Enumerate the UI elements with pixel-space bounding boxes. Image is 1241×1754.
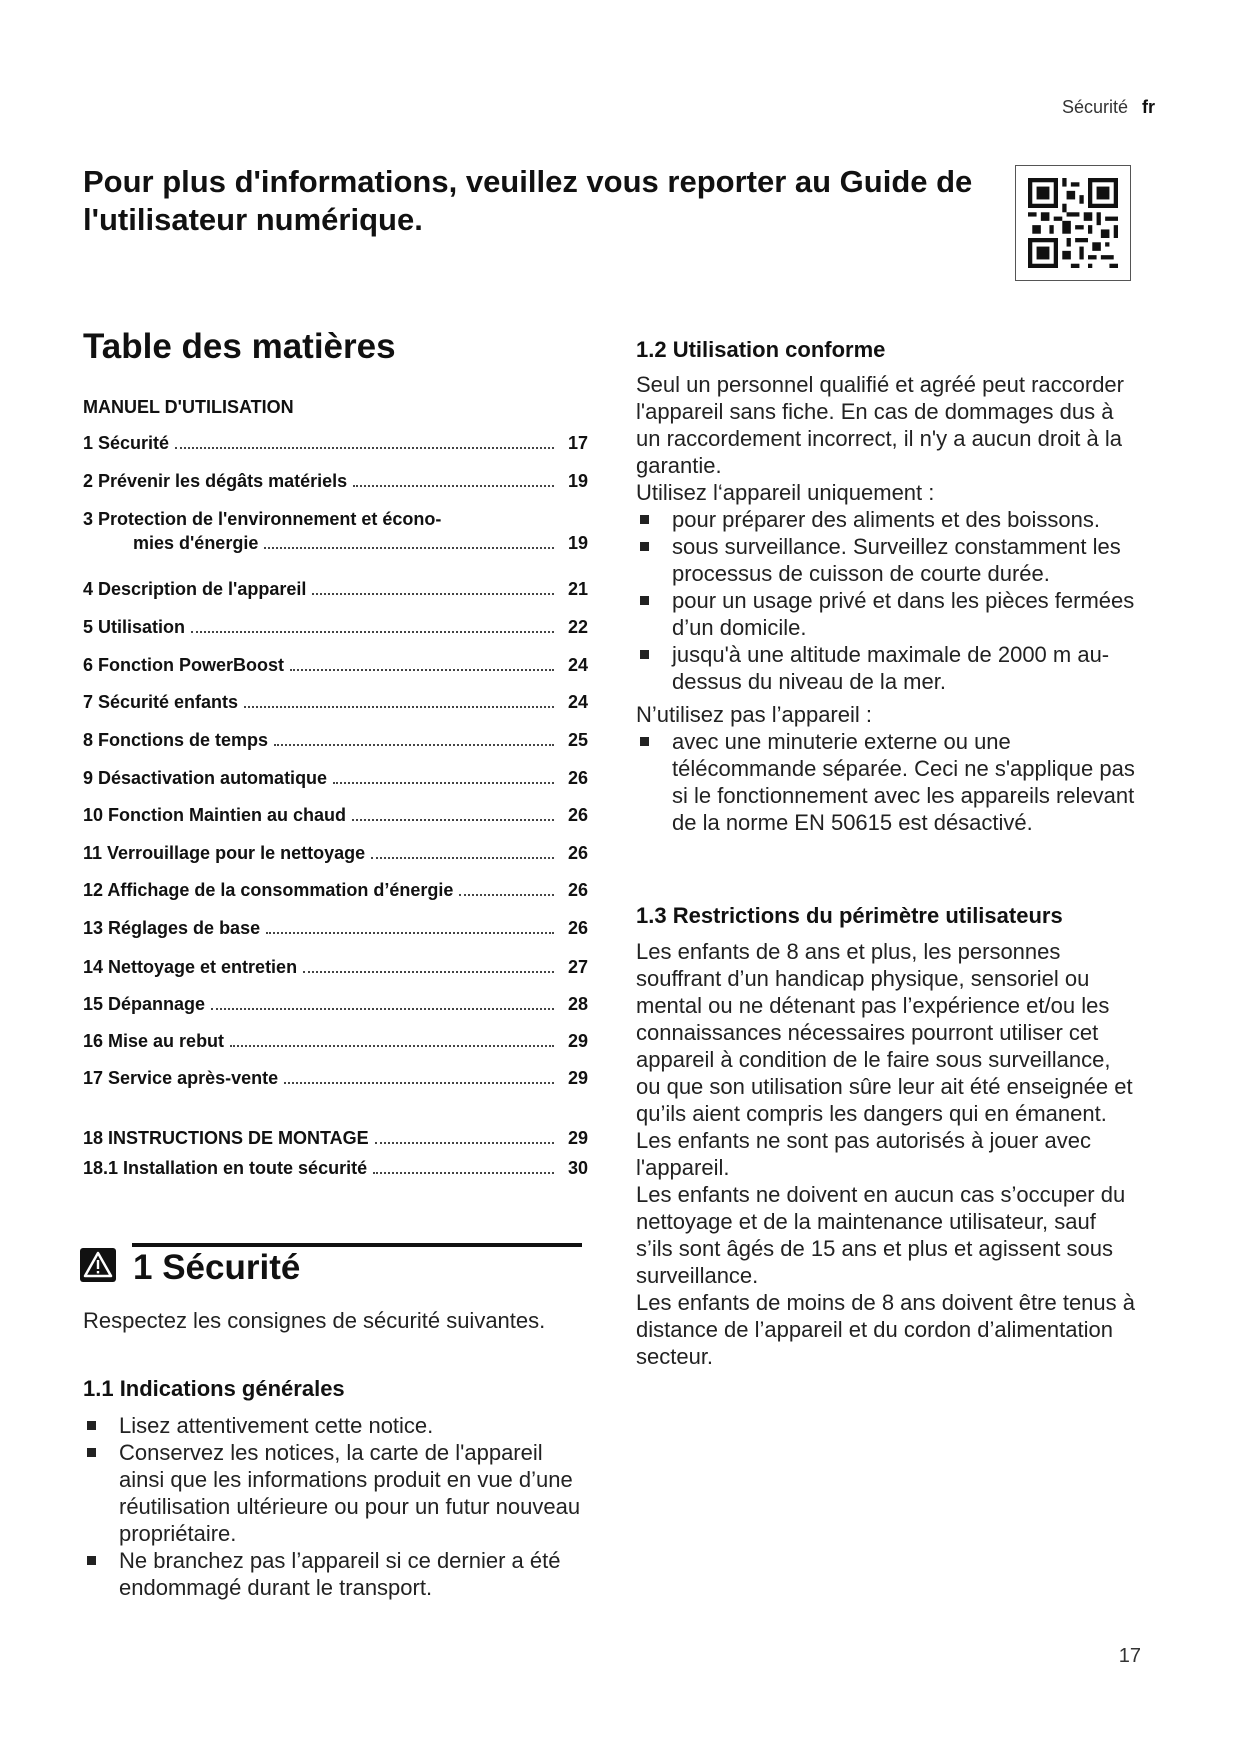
toc-entry-label: 5 Utilisation bbox=[83, 617, 186, 637]
toc-entry-page: 22 bbox=[567, 617, 588, 637]
toc-entry-label: 10 Fonction Maintien au chaud bbox=[83, 805, 347, 825]
list-item: Lisez attentivement cette notice. bbox=[83, 1412, 593, 1439]
paragraph: Les enfants ne doivent en aucun cas s’occuper du nettoyage et de la maintenance utilisateur, sauf s’ils sont âgés de 15 ans et plus et agissent sous surveillance. bbox=[636, 1182, 1126, 1288]
intro-text: Pour plus d'informations, veuillez vous reporter au Guide de l'utilisateur numérique. bbox=[83, 164, 973, 237]
toc-dot-leader bbox=[175, 433, 554, 449]
toc-entry[interactable] bbox=[83, 655, 588, 679]
toc-entry[interactable] bbox=[83, 768, 588, 792]
toc-entry-label: 11 Verrouillage pour le nettoyage bbox=[83, 843, 366, 863]
toc-entry-page: 26 bbox=[567, 843, 588, 863]
toc-entry-page: 26 bbox=[567, 768, 588, 788]
toc-entry-page: 27 bbox=[567, 957, 588, 977]
toc-entry-page: 24 bbox=[567, 655, 588, 675]
toc-entry-label: 17 Service après-vente bbox=[83, 1068, 279, 1088]
section-rule bbox=[132, 1243, 582, 1247]
paragraph: Seul un personnel qualifié et agréé peut raccorder l'appareil sans fiche. En cas de dommages dus à un raccordement incorrect, il n'y a aucun droit à la garantie. bbox=[636, 372, 1124, 478]
toc-dot-leader bbox=[352, 805, 554, 821]
toc-entry[interactable] bbox=[83, 471, 588, 495]
toc-entry-label: 13 Réglages de base bbox=[83, 918, 261, 938]
toc-entry-label: 14 Nettoyage et entretien bbox=[83, 957, 298, 977]
toc-entry[interactable] bbox=[83, 1128, 588, 1152]
bullet-list bbox=[636, 728, 1136, 836]
toc-subtitle: MANUEL D'UTILISATION bbox=[83, 397, 294, 417]
toc-entry-label: 7 Sécurité enfants bbox=[83, 692, 239, 712]
subsection-title: 1.2 Utilisation conforme bbox=[636, 337, 886, 362]
bullet-list bbox=[636, 506, 1136, 695]
toc-entry-page: 29 bbox=[567, 1031, 588, 1051]
toc-dot-leader bbox=[264, 533, 554, 549]
toc-entry[interactable] bbox=[83, 509, 588, 557]
toc-dot-leader bbox=[371, 843, 554, 859]
toc-entry[interactable] bbox=[83, 994, 588, 1018]
toc-dot-leader bbox=[211, 994, 554, 1010]
toc-entry-label-cont: mies d'énergie bbox=[133, 533, 259, 553]
toc-entry-page: 24 bbox=[567, 692, 588, 712]
header-lang: fr bbox=[1142, 97, 1155, 117]
toc-entry-label: 18 INSTRUCTIONS DE MONTAGE bbox=[83, 1128, 369, 1148]
section-title: 1 Sécurité bbox=[133, 1248, 301, 1287]
toc-dot-leader bbox=[459, 880, 554, 896]
list-item: avec une minuterie externe ou une télécommande séparée. Ceci ne s'applique pas si le fonctionnement avec les appareils relevant de la norme EN 50615 est désactivé. bbox=[636, 728, 1136, 836]
paragraph: Les enfants de moins de 8 ans doivent être tenus à distance de l’appareil et du cordon d’alimentation secteur. bbox=[636, 1290, 1135, 1369]
list-item: pour un usage privé et dans les pièces fermées d’un domicile. bbox=[636, 587, 1136, 641]
header-section: Sécurité bbox=[1061, 97, 1128, 117]
toc-entry-label: 18.1 Installation en toute sécurité bbox=[83, 1158, 368, 1178]
toc-dot-leader bbox=[284, 1068, 554, 1084]
toc-entry[interactable] bbox=[83, 805, 588, 829]
toc-entry-label: 4 Description de l'appareil bbox=[83, 579, 307, 599]
toc-dot-leader bbox=[333, 768, 554, 784]
toc-entry-page: 29 bbox=[567, 1128, 588, 1148]
toc-entry-label: 3 Protection de l'environnement et écono- bbox=[83, 509, 442, 529]
paragraph: Les enfants ne sont pas autorisés à jouer avec l'appareil. bbox=[636, 1128, 1091, 1180]
list-item: pour préparer des aliments et des boissons. bbox=[636, 506, 1136, 533]
toc-title: Table des matières bbox=[83, 327, 396, 366]
toc-entry[interactable] bbox=[83, 957, 588, 981]
list-item: Conservez les notices, la carte de l'appareil ainsi que les informations produit en vue d’une réutilisation ultérieure ou pour un futur nouveau propriétaire. bbox=[83, 1439, 593, 1547]
toc-entry-label: 12 Affichage de la consommation d’énergie bbox=[83, 880, 454, 900]
toc-dot-leader bbox=[375, 1128, 554, 1144]
toc-entry-page: 26 bbox=[567, 918, 588, 938]
toc-entry-page: 28 bbox=[567, 994, 588, 1014]
toc-entry[interactable] bbox=[83, 918, 588, 942]
toc-entry-page: 29 bbox=[567, 1068, 588, 1088]
toc-entry[interactable] bbox=[83, 692, 588, 716]
toc-entry-page: 19 bbox=[567, 471, 588, 491]
qr-code-icon[interactable] bbox=[1015, 165, 1131, 281]
toc-entry[interactable] bbox=[83, 617, 588, 641]
s12-content bbox=[636, 371, 1136, 836]
toc-entry-label: 9 Désactivation automatique bbox=[83, 768, 328, 788]
list-item: sous surveillance. Surveillez constamment les processus de cuisson de courte durée. bbox=[636, 533, 1136, 587]
toc-entry[interactable] bbox=[83, 730, 588, 754]
toc-dot-leader bbox=[274, 730, 554, 746]
list-item: Ne branchez pas l’appareil si ce dernier a été endommagé durant le transport. bbox=[83, 1547, 593, 1601]
toc-entry-page: 17 bbox=[567, 433, 588, 453]
toc-dot-leader bbox=[373, 1158, 554, 1174]
running-header bbox=[1062, 97, 1155, 118]
subsection-title: 1.1 Indications générales bbox=[83, 1376, 345, 1401]
toc-dot-leader bbox=[353, 471, 554, 487]
paragraph: Les enfants de 8 ans et plus, les personnes souffrant d’un handicap physique, sensoriel ou mental ou ne détenant pas l’expérience et/ou les connaissances nécessaires pourront utiliser cet appareil à condition de le faire sous surveillance, ou que son utilisation sûre leur ait été enseignée et qu’ils aient compris les dangers qui en émanent. bbox=[636, 939, 1133, 1126]
list-item: jusqu'à une altitude maximale de 2000 m au-dessus du niveau de la mer. bbox=[636, 641, 1136, 695]
toc-dot-leader bbox=[230, 1031, 554, 1047]
toc-entry[interactable] bbox=[83, 843, 588, 867]
warning-icon bbox=[80, 1248, 116, 1282]
subsection-title: 1.3 Restrictions du périmètre utilisateurs bbox=[636, 903, 1063, 928]
bullet-list bbox=[83, 1412, 593, 1601]
toc-entry-label: 15 Dépannage bbox=[83, 994, 206, 1014]
toc-entry-label: 1 Sécurité bbox=[83, 433, 170, 453]
section-intro: Respectez les consignes de sécurité suivantes. bbox=[83, 1308, 546, 1333]
toc-dot-leader bbox=[303, 957, 554, 973]
paragraph: Utilisez l‘appareil uniquement : bbox=[636, 480, 935, 505]
paragraph: N’utilisez pas l’appareil : bbox=[636, 702, 872, 727]
toc-entry-label: 8 Fonctions de temps bbox=[83, 730, 269, 750]
toc-dot-leader bbox=[191, 617, 554, 633]
qr-code-graphic bbox=[1028, 178, 1118, 268]
toc-entry[interactable] bbox=[83, 1068, 588, 1092]
toc-entry-page: 21 bbox=[567, 579, 588, 599]
toc-entry-label: 16 Mise au rebut bbox=[83, 1031, 225, 1051]
toc-entry[interactable] bbox=[83, 880, 588, 904]
toc-dot-leader bbox=[266, 918, 554, 934]
toc-dot-leader bbox=[290, 655, 554, 671]
toc-dot-leader bbox=[244, 692, 554, 708]
toc-entry[interactable] bbox=[83, 1031, 588, 1055]
toc-entry-page: 19 bbox=[567, 533, 588, 553]
toc-entry-page: 25 bbox=[567, 730, 588, 750]
toc-entry-label: 6 Fonction PowerBoost bbox=[83, 655, 285, 675]
toc-entry[interactable] bbox=[83, 579, 588, 603]
toc-dot-leader bbox=[312, 579, 554, 595]
toc-entry-label: 2 Prévenir les dégâts matériels bbox=[83, 471, 348, 491]
toc-entry[interactable] bbox=[83, 433, 588, 457]
toc-entry[interactable] bbox=[83, 1158, 588, 1182]
toc-entry-page: 30 bbox=[567, 1158, 588, 1178]
toc-entry-page: 26 bbox=[567, 805, 588, 825]
toc-entry-page: 26 bbox=[567, 880, 588, 900]
page-number: 17 bbox=[1118, 1645, 1141, 1667]
s13-content bbox=[636, 938, 1136, 1370]
